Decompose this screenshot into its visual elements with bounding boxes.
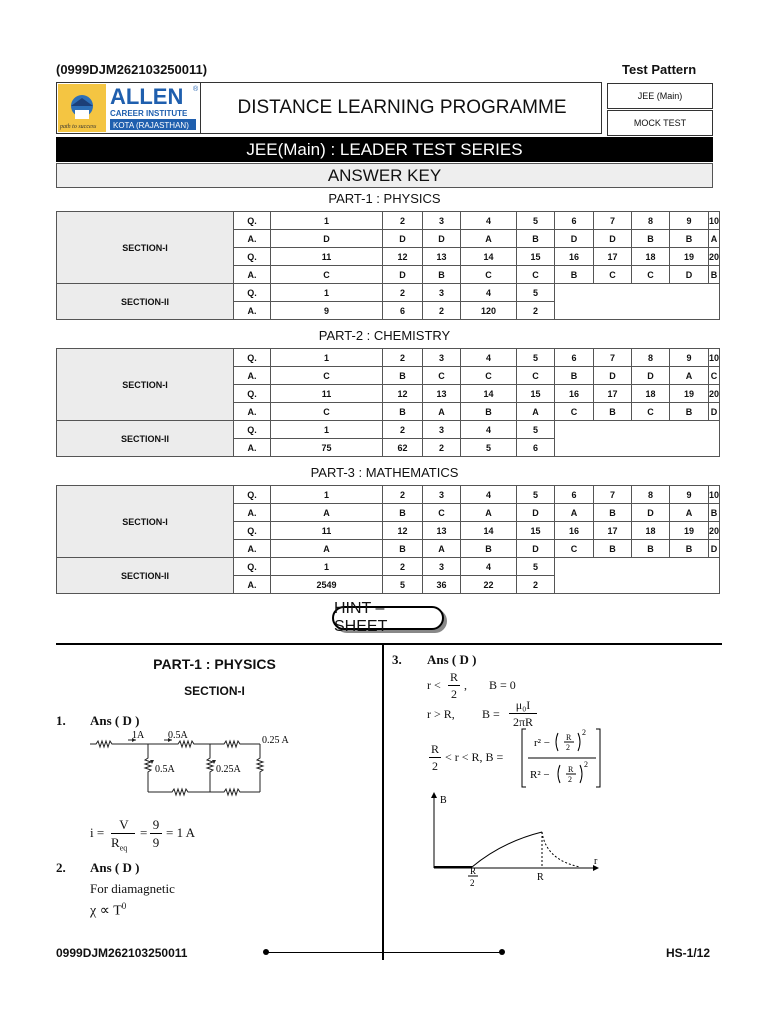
answer-cell: 10 [709, 212, 720, 230]
answer-cell: 2 [383, 421, 423, 439]
answer-cell: B [461, 540, 517, 558]
answer-cell: 5 [517, 421, 555, 439]
answer-key-row [57, 212, 720, 230]
answer-cell: 12 [383, 248, 423, 266]
q3-l3-condition: < r < R, B = [445, 750, 504, 764]
answer-key-table-part-3 [56, 485, 720, 594]
answer-cell: 75 [271, 439, 383, 457]
answer-cell: B [632, 540, 670, 558]
q1-eq-equals: = [140, 825, 148, 840]
answer-cell: B [517, 230, 555, 248]
part-1-title: PART-1 : PHYSICS [328, 191, 441, 206]
answer-cell: 22 [461, 576, 517, 594]
answer-cell: A [670, 367, 709, 385]
row-label: Q. [234, 349, 271, 367]
answer-cell: 15 [517, 248, 555, 266]
footer-page-number: HS-1/12 [666, 946, 711, 960]
answer-cell: 7 [594, 212, 632, 230]
answer-cell: 15 [517, 522, 555, 540]
q3-l2-a: r > R, [427, 707, 455, 721]
hint-section-title: SECTION-I [184, 684, 245, 698]
answer-cell: 2 [383, 284, 423, 302]
answer-cell: 8 [632, 486, 670, 504]
q3-l1-den: 2 [451, 687, 457, 701]
answer-cell: 2 [423, 302, 461, 320]
svg-text:r: r [594, 856, 598, 867]
answer-cell: 17 [594, 385, 632, 403]
answer-key-row [57, 421, 720, 439]
q3-l1-comma: , [464, 678, 467, 692]
section-2-label: SECTION-II [57, 421, 234, 457]
q1-eq-fraction-bar-2 [150, 833, 162, 834]
answer-cell: A [555, 504, 594, 522]
svg-text:2: 2 [566, 743, 570, 752]
answer-cell: B [670, 540, 709, 558]
answer-cell: C [461, 266, 517, 284]
svg-text:0.25 A: 0.25 A [262, 735, 289, 746]
answer-cell: 14 [461, 385, 517, 403]
answer-cell: C [271, 403, 383, 421]
answer-cell: C [594, 266, 632, 284]
svg-text:KOTA (RAJASTHAN): KOTA (RAJASTHAN) [113, 121, 189, 130]
answer-cell: B [594, 504, 632, 522]
answer-cell: 11 [271, 522, 383, 540]
answer-cell: D [517, 504, 555, 522]
answer-cell: 14 [461, 248, 517, 266]
q1-eq-fraction-bar [111, 833, 135, 834]
answer-cell: 3 [423, 284, 461, 302]
svg-text:R: R [470, 866, 477, 876]
answer-cell: 18 [632, 385, 670, 403]
answer-cell: 5 [517, 212, 555, 230]
q3-l2-num: μ₀I [515, 698, 531, 712]
answer-cell: 2 [423, 439, 461, 457]
answer-cell: 10 [709, 349, 720, 367]
answer-cell: 6 [555, 486, 594, 504]
svg-text:2: 2 [470, 878, 475, 888]
program-title: DISTANCE LEARNING PROGRAMME [237, 97, 567, 118]
answer-cell: 4 [461, 421, 517, 439]
hint-sheet-badge: HINT – SHEET [332, 606, 444, 630]
answer-cell: B [383, 540, 423, 558]
section-1-label: SECTION-I [57, 349, 234, 421]
answer-cell: C [555, 540, 594, 558]
answer-cell: 19 [670, 248, 709, 266]
answer-cell: 5 [461, 439, 517, 457]
section-1-label: SECTION-I [57, 486, 234, 558]
series-title: JEE(Main) : LEADER TEST SERIES [56, 137, 713, 162]
part-2-title: PART-2 : CHEMISTRY [318, 328, 451, 343]
q1-eq-den: $R_{eq}$ [111, 835, 128, 853]
answer-cell: 5 [383, 576, 423, 594]
svg-text:CAREER INSTITUTE: CAREER INSTITUTE [110, 109, 188, 118]
q3-l2-bar [509, 713, 537, 714]
answer-cell: 11 [271, 385, 383, 403]
answer-cell: 18 [632, 522, 670, 540]
row-label: A. [234, 540, 271, 558]
q3-l3-frac-bar [429, 757, 441, 758]
row-label: A. [234, 302, 271, 320]
answer-cell: 2 [383, 486, 423, 504]
row-label: A. [234, 576, 271, 594]
q3-l1-a: r < [427, 678, 441, 692]
row-label: A. [234, 266, 271, 284]
answer-cell: 9 [670, 486, 709, 504]
answer-cell: 18 [632, 248, 670, 266]
answer-cell: 9 [271, 302, 383, 320]
horizontal-divider [56, 643, 722, 645]
answer-cell: C [271, 367, 383, 385]
answer-cell: C [709, 367, 720, 385]
answer-cell: A [271, 540, 383, 558]
answer-cell: D [709, 540, 720, 558]
answer-cell: D [632, 504, 670, 522]
answer-cell: 13 [423, 248, 461, 266]
row-label: A. [234, 439, 271, 457]
answer-cell: 12 [383, 522, 423, 540]
q2-chi-relation: $\chi \propto T^0$ [90, 901, 127, 919]
answer-cell: B [423, 266, 461, 284]
answer-cell: A [670, 504, 709, 522]
svg-text:R: R [537, 872, 544, 883]
pattern-mock-test: MOCK TEST [607, 110, 713, 136]
answer-cell: 6 [517, 439, 555, 457]
answer-cell: A [423, 403, 461, 421]
answer-cell: B [555, 367, 594, 385]
q1-answer: Ans ( D ) [90, 713, 140, 728]
q3-l1-num: R [449, 670, 458, 684]
answer-cell: 9 [670, 212, 709, 230]
q3-l1-bar [448, 685, 460, 686]
answer-cell: 19 [670, 385, 709, 403]
answer-cell: B [632, 230, 670, 248]
answer-cell: 10 [709, 486, 720, 504]
answer-cell: D [632, 367, 670, 385]
answer-cell: 5 [517, 284, 555, 302]
svg-text:R: R [566, 733, 572, 742]
answer-cell: 2 [383, 558, 423, 576]
svg-text:2: 2 [568, 775, 572, 784]
q2-number: 2. [56, 860, 66, 875]
answer-cell: 19 [670, 522, 709, 540]
answer-key-table-part-2 [56, 348, 720, 457]
answer-cell: D [555, 230, 594, 248]
answer-cell: 6 [383, 302, 423, 320]
answer-key-row [57, 486, 720, 504]
answer-cell: 16 [555, 385, 594, 403]
answer-cell: D [383, 266, 423, 284]
answer-cell: 11 [271, 248, 383, 266]
answer-cell: A [271, 504, 383, 522]
svg-text:0.5A: 0.5A [168, 730, 188, 741]
answer-key-row [57, 558, 720, 576]
answer-cell: 3 [423, 349, 461, 367]
answer-cell: C [632, 266, 670, 284]
bottom-line [266, 952, 502, 953]
answer-cell: D [709, 403, 720, 421]
answer-cell: 15 [517, 385, 555, 403]
svg-text:0.5A: 0.5A [155, 764, 175, 775]
answer-cell: C [632, 403, 670, 421]
row-label: Q. [234, 212, 271, 230]
answer-cell: 36 [423, 576, 461, 594]
answer-cell: 12 [383, 385, 423, 403]
answer-cell: 2 [517, 576, 555, 594]
answer-cell: 3 [423, 486, 461, 504]
q3-l2-b: B = [482, 707, 500, 721]
answer-cell: 4 [461, 349, 517, 367]
answer-cell: 3 [423, 212, 461, 230]
section-1-label: SECTION-I [57, 212, 234, 284]
answer-cell: 8 [632, 349, 670, 367]
answer-cell: 8 [632, 212, 670, 230]
svg-text:r² −: r² − [534, 737, 550, 749]
logo-divider [200, 82, 201, 134]
answer-cell: 5 [517, 486, 555, 504]
answer-cell: 2 [517, 302, 555, 320]
section-2-label: SECTION-II [57, 558, 234, 594]
q1-eq-den2: 9 [152, 835, 160, 850]
answer-cell: D [423, 230, 461, 248]
answer-cell: B [594, 403, 632, 421]
answer-cell: 1 [271, 349, 383, 367]
answer-cell: 7 [594, 349, 632, 367]
answer-cell: 1 [271, 486, 383, 504]
column-divider [382, 644, 384, 960]
answer-cell: D [271, 230, 383, 248]
answer-key-row [57, 284, 720, 302]
answer-cell: 4 [461, 284, 517, 302]
part-3-title: PART-3 : MATHEMATICS [310, 465, 459, 480]
answer-cell: 3 [423, 421, 461, 439]
row-label: Q. [234, 248, 271, 266]
svg-text:ALLEN: ALLEN [110, 84, 184, 109]
q1-circuit-diagram [88, 730, 298, 807]
answer-cell: A [461, 230, 517, 248]
answer-cell: B [670, 230, 709, 248]
answer-cell: A [423, 540, 461, 558]
svg-text:®: ® [193, 86, 198, 93]
document-code: (0999DJM262103250011) [56, 62, 208, 77]
answer-cell: 16 [555, 522, 594, 540]
svg-text:path to success: path to success [60, 124, 97, 130]
answer-cell: 20 [709, 385, 720, 403]
answer-cell: A [461, 504, 517, 522]
answer-cell: 4 [461, 558, 517, 576]
answer-cell: A [517, 403, 555, 421]
q2-answer: Ans ( D ) [90, 860, 140, 875]
answer-cell: B [555, 266, 594, 284]
answer-cell: D [383, 230, 423, 248]
answer-cell: 9 [670, 349, 709, 367]
q3-l3-bracket-expression [520, 727, 602, 794]
answer-cell: 2549 [271, 576, 383, 594]
q1-eq-result: = 1 A [166, 825, 196, 840]
answer-cell: C [423, 367, 461, 385]
section-2-label: SECTION-II [57, 284, 234, 320]
row-label: Q. [234, 284, 271, 302]
answer-cell: 13 [423, 522, 461, 540]
q3-l3-frac-num: R [430, 742, 439, 756]
q3-l2-den: 2πR [512, 715, 534, 729]
answer-cell: 17 [594, 248, 632, 266]
pattern-jee-main: JEE (Main) [607, 83, 713, 109]
answer-cell: B [461, 403, 517, 421]
answer-cell: 2 [383, 212, 423, 230]
answer-cell: D [594, 367, 632, 385]
bottom-line-right-dot [499, 949, 505, 955]
answer-key-row [57, 349, 720, 367]
answer-cell: 1 [271, 558, 383, 576]
answer-cell: 4 [461, 212, 517, 230]
answer-cell: A [709, 230, 720, 248]
answer-cell: 13 [423, 385, 461, 403]
svg-text:0.25A: 0.25A [216, 764, 241, 775]
row-label: Q. [234, 558, 271, 576]
answer-cell: 120 [461, 302, 517, 320]
answer-cell: 4 [461, 486, 517, 504]
answer-cell: D [670, 266, 709, 284]
answer-cell: D [594, 230, 632, 248]
footer-document-code: 0999DJM262103250011 [56, 946, 188, 960]
answer-cell: B [594, 540, 632, 558]
q1-eq-lhs: i = [90, 825, 105, 840]
answer-cell: 7 [594, 486, 632, 504]
answer-cell: C [271, 266, 383, 284]
q1-eq-num: V [119, 817, 129, 832]
q3-l3-frac-den: 2 [432, 759, 438, 773]
answer-cell: C [517, 266, 555, 284]
row-label: Q. [234, 486, 271, 504]
answer-cell: C [555, 403, 594, 421]
empty-cell [555, 421, 720, 457]
svg-text:R: R [568, 765, 574, 774]
answer-key-table-part-1 [56, 211, 720, 320]
q1-eq-num2: 9 [152, 817, 160, 832]
answer-cell: 62 [383, 439, 423, 457]
answer-cell: C [423, 504, 461, 522]
row-label: A. [234, 403, 271, 421]
answer-cell: C [517, 367, 555, 385]
answer-cell: 17 [594, 522, 632, 540]
answer-cell: B [670, 403, 709, 421]
empty-cell [555, 284, 720, 320]
q2-text: For diamagnetic [90, 881, 175, 896]
q3-answer: Ans ( D ) [427, 652, 477, 667]
answer-cell: B [709, 266, 720, 284]
answer-cell: 1 [271, 421, 383, 439]
row-label: Q. [234, 421, 271, 439]
svg-text:2: 2 [584, 760, 588, 769]
answer-cell: 1 [271, 212, 383, 230]
answer-cell: 14 [461, 522, 517, 540]
answer-cell: D [517, 540, 555, 558]
answer-cell: B [383, 403, 423, 421]
answer-cell: 20 [709, 248, 720, 266]
answer-cell: B [383, 504, 423, 522]
answer-cell: B [383, 367, 423, 385]
answer-cell: 6 [555, 212, 594, 230]
answer-cell: 3 [423, 558, 461, 576]
answer-cell: B [709, 504, 720, 522]
row-label: A. [234, 230, 271, 248]
row-label: Q. [234, 522, 271, 540]
answer-cell: 6 [555, 349, 594, 367]
svg-text:B: B [440, 795, 447, 806]
hint-part-title: PART-1 : PHYSICS [153, 656, 276, 672]
test-pattern-label: Test Pattern [622, 62, 697, 77]
answer-cell: 2 [383, 349, 423, 367]
answer-cell: 20 [709, 522, 720, 540]
answer-cell: 5 [517, 558, 555, 576]
answer-cell: 1 [271, 284, 383, 302]
answer-key-title: ANSWER KEY [56, 163, 713, 188]
bottom-line-left-dot [263, 949, 269, 955]
q3-l1-result: B = 0 [489, 678, 516, 692]
svg-text:R² −: R² − [530, 769, 550, 781]
svg-text:1A: 1A [132, 730, 145, 741]
svg-text:2: 2 [582, 728, 586, 737]
allen-logo [58, 84, 198, 132]
q1-number: 1. [56, 713, 66, 728]
q3-number: 3. [392, 652, 402, 667]
row-label: A. [234, 504, 271, 522]
empty-cell [555, 558, 720, 594]
row-label: A. [234, 367, 271, 385]
q3-b-vs-r-graph [420, 790, 605, 903]
answer-cell: C [461, 367, 517, 385]
row-label: Q. [234, 385, 271, 403]
answer-cell: 5 [517, 349, 555, 367]
answer-cell: 16 [555, 248, 594, 266]
